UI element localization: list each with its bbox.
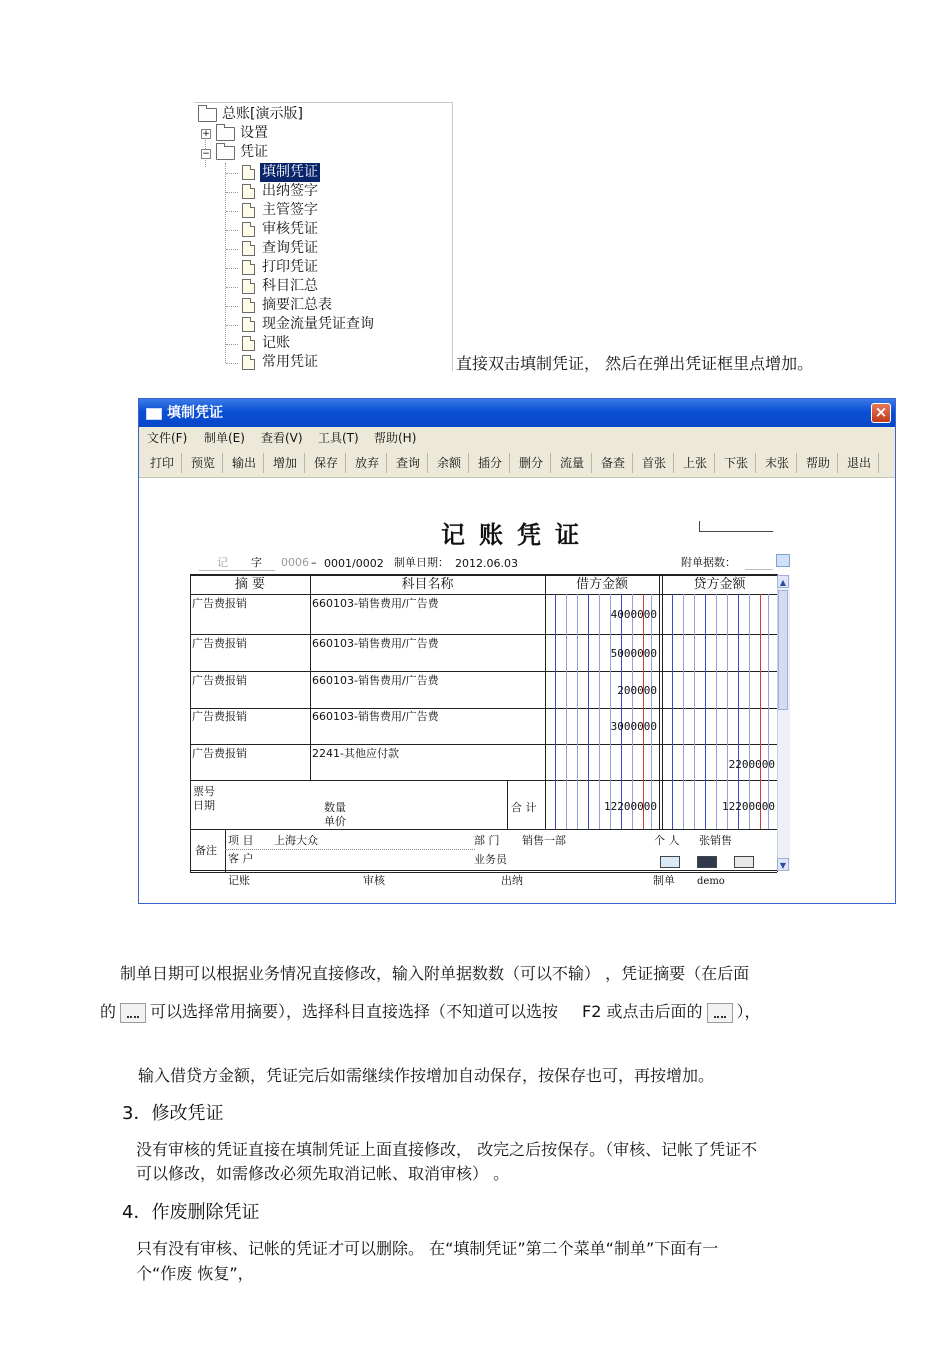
document-icon [242, 336, 255, 351]
date-field[interactable]: 2012.06.03 [455, 557, 518, 570]
window-icon [146, 408, 162, 420]
customer-label: 客 户 [228, 852, 254, 865]
paragraph-1-line-2 [100, 1002, 761, 1023]
individual-label: 个 人 [654, 834, 680, 847]
caption-after-tree: 直接双击填制凭证， 然后在弹出凭证框里点增加。 [456, 354, 814, 373]
paragraph-1-part-c: F2 或点击后面的 [582, 1002, 703, 1021]
voucher-word-suffix: 字 [251, 556, 262, 569]
total-label: 合 计 [511, 801, 537, 814]
tree-item-cashflow-query[interactable]: 现金流量凭证查询 [242, 315, 376, 334]
scrollbar-thumb[interactable] [778, 590, 788, 710]
toolbar-first-button[interactable]: 首张 [635, 453, 674, 473]
header-credit: 贷方金额 [693, 577, 746, 592]
toolbar-print-button[interactable]: 打印 [143, 453, 182, 473]
text-caret [699, 521, 700, 531]
ellipsis-button-icon [707, 1003, 733, 1023]
tree-item-account-summary[interactable]: 科目汇总 [242, 277, 320, 296]
tree-item-abstract-summary[interactable]: 摘要汇总表 [242, 296, 334, 315]
folder-icon [216, 127, 235, 141]
document-icon [242, 355, 255, 370]
total-debit: 12200000 [604, 800, 657, 813]
tree-item-common-voucher[interactable]: 常用凭证 [242, 353, 320, 372]
toolbar [139, 449, 895, 478]
menu-make[interactable]: 制单(E) [204, 431, 245, 445]
voucher-title: 记账凭证 [441, 520, 593, 549]
menu-file[interactable]: 文件(F) [147, 431, 188, 445]
folder-open-icon [216, 146, 235, 160]
window-titlebar[interactable] [139, 399, 895, 427]
row-5-summary[interactable]: 广告费报销 [192, 747, 247, 760]
row-2-debit[interactable]: 5000000 [610, 647, 657, 660]
tree-item-query-voucher[interactable]: 查询凭证 [242, 239, 320, 258]
tree-item-post[interactable]: 记账 [242, 334, 292, 353]
tree-panel [194, 102, 453, 371]
toolbar-preview-button[interactable]: 预览 [184, 453, 223, 473]
row-3-account[interactable]: 660103-销售费用/广告费 [312, 674, 439, 687]
paragraph-1-part-a: 的 [100, 1002, 117, 1021]
document-icon [242, 317, 255, 332]
expand-settings-toggle[interactable]: + [202, 129, 210, 139]
toolbar-prev-button[interactable]: 上张 [676, 453, 715, 473]
document-icon [242, 203, 255, 218]
toolbar-memo-button[interactable]: 备查 [594, 453, 633, 473]
toolbar-save-button[interactable]: 保存 [307, 453, 346, 473]
toolbar-cashflow-button[interactable]: 流量 [553, 453, 592, 473]
document-icon [242, 165, 255, 180]
project-label: 项 目 [228, 834, 254, 847]
tree-node-voucher[interactable]: 凭证 [216, 143, 270, 162]
row-4-account[interactable]: 660103-销售费用/广告费 [312, 710, 439, 723]
unit-price-label: 单价 [324, 815, 346, 828]
reference-input[interactable] [699, 531, 773, 532]
row-5-credit[interactable]: 2200000 [728, 758, 775, 771]
tree-item-review-voucher[interactable]: 审核凭证 [242, 220, 320, 239]
date-label: 制单日期： [394, 556, 449, 569]
tree-root[interactable]: 总账[演示版] [198, 105, 305, 124]
signoff-preparer-label: 制单 [653, 874, 675, 887]
tree-node-settings[interactable]: 设置 [216, 124, 270, 143]
toolbar-delete-line-button[interactable]: 删分 [512, 453, 551, 473]
row-1-debit[interactable]: 4000000 [610, 608, 657, 621]
voucher-word[interactable]: 记 [217, 556, 228, 569]
heading-3: 3．修改凭证 [122, 1103, 224, 1124]
tool-icon[interactable] [734, 856, 754, 868]
window-title: 填制凭证 [167, 405, 223, 421]
row-2-summary[interactable]: 广告费报销 [192, 637, 247, 650]
voucher-number[interactable]: 0006 [281, 556, 309, 569]
attachments-label: 附单据数： [681, 556, 736, 569]
voucher-number-sep: – [311, 556, 317, 569]
toolbar-help-button[interactable]: 帮助 [799, 453, 838, 473]
document-icon [242, 298, 255, 313]
tree-item-supervisor-sign[interactable]: 主管签字 [242, 201, 320, 220]
row-5-account[interactable]: 2241-其他应付款 [312, 747, 399, 760]
row-1-summary[interactable]: 广告费报销 [192, 597, 247, 610]
scroll-up-icon[interactable]: ▲ [777, 575, 789, 588]
header-debit: 借方金额 [575, 577, 628, 592]
toolbar-discard-button[interactable]: 放弃 [348, 453, 387, 473]
collapse-voucher-toggle[interactable]: − [202, 149, 210, 159]
department-value[interactable]: 销售一部 [522, 834, 566, 847]
paragraph-1-line-1: 制单日期可以根据业务情况直接修改，输入附单据数数（可以不输） ，凭证摘要（在后面 [120, 964, 750, 983]
toolbar-insert-line-button[interactable]: 插分 [471, 453, 510, 473]
paragraph-2: 输入借贷方金额，凭证完后如需继续作按增加自动保存，按保存也可，再按增加。 [138, 1066, 715, 1085]
paragraph-3-line-2: 可以修改，如需修改必须先取消记帐、取消审核） 。 [136, 1164, 510, 1183]
toolbar-exit-button[interactable]: 退出 [840, 453, 879, 473]
toolbar-next-button[interactable]: 下张 [717, 453, 756, 473]
paragraph-1-part-d: ）， [736, 1002, 761, 1021]
document-icon [242, 184, 255, 199]
paragraph-4-line-2: 个“作废 恢复”， [136, 1264, 254, 1283]
tree-line [225, 163, 226, 363]
notes-label: 备注 [195, 844, 217, 857]
fill-voucher-window [138, 398, 896, 904]
ticket-label: 票号 [193, 785, 215, 798]
signoff-post: 记账 [228, 874, 250, 887]
ellipsis-button-icon [120, 1003, 146, 1023]
toolbar-last-button[interactable]: 末张 [758, 453, 797, 473]
signoff-review: 审核 [363, 874, 385, 887]
department-label: 部 门 [474, 834, 500, 847]
preparer-name: demo [697, 876, 725, 887]
attachments-input[interactable] [745, 569, 773, 570]
paragraph-3-line-1: 没有审核的凭证直接在填制凭证上面直接修改， 改完之后按保存。（审核、记帐了凭证不 [136, 1140, 758, 1159]
menu-tools[interactable]: 工具(T) [318, 431, 359, 445]
paragraph-1-part-b: 可以选择常用摘要），选择科目直接选择（不知道可以选按 [150, 1002, 559, 1021]
tree-item-print-voucher[interactable]: 打印凭证 [242, 258, 320, 277]
row-4-summary[interactable]: 广告费报销 [192, 710, 247, 723]
menu-view[interactable]: 查看(V) [261, 431, 303, 445]
menu-help[interactable]: 帮助(H) [374, 431, 417, 445]
search-icon[interactable] [776, 554, 790, 567]
row-2-account[interactable]: 660103-销售费用/广告费 [312, 637, 439, 650]
row-3-debit[interactable]: 200000 [617, 684, 657, 697]
voucher-area [139, 478, 895, 903]
heading-4: 4．作废删除凭证 [122, 1202, 260, 1223]
row-4-debit[interactable]: 3000000 [610, 720, 657, 733]
voucher-page: 0001/0002 [324, 557, 384, 570]
folder-icon [198, 108, 217, 122]
card-icon[interactable] [697, 856, 717, 868]
menu-bar [139, 427, 895, 449]
header-account: 科目名称 [401, 577, 454, 592]
tree-item-cashier-sign[interactable]: 出纳签字 [242, 182, 320, 201]
scroll-down-icon[interactable]: ▼ [777, 858, 789, 871]
image-icon[interactable] [660, 856, 680, 868]
close-button[interactable]: × [871, 403, 891, 423]
document-icon [242, 279, 255, 294]
document-icon [242, 241, 255, 256]
document-icon [242, 222, 255, 237]
document-icon [242, 260, 255, 275]
tree-item-fill-voucher[interactable]: 填制凭证 [242, 163, 320, 182]
toolbar-balance-button[interactable]: 余额 [430, 453, 469, 473]
toolbar-add-button[interactable]: 增加 [266, 453, 305, 473]
signoff-cashier: 出纳 [501, 874, 523, 887]
ticket-date-label: 日期 [193, 799, 215, 812]
toolbar-export-button[interactable]: 输出 [225, 453, 264, 473]
row-1-account[interactable]: 660103-销售费用/广告费 [312, 597, 439, 610]
individual-value[interactable]: 张销售 [699, 834, 732, 847]
quantity-label: 数量 [324, 801, 346, 814]
row-3-summary[interactable]: 广告费报销 [192, 674, 247, 687]
salesperson-label: 业务员 [474, 853, 507, 866]
project-value[interactable]: 上海大众 [274, 834, 318, 847]
total-credit: 12200000 [722, 800, 775, 813]
header-summary: 摘 要 [234, 577, 266, 592]
paragraph-4-line-1: 只有没有审核、记帐的凭证才可以删除。 在“填制凭证”第二个菜单“制单”下面有一 [136, 1239, 719, 1258]
toolbar-query-button[interactable]: 查询 [389, 453, 428, 473]
